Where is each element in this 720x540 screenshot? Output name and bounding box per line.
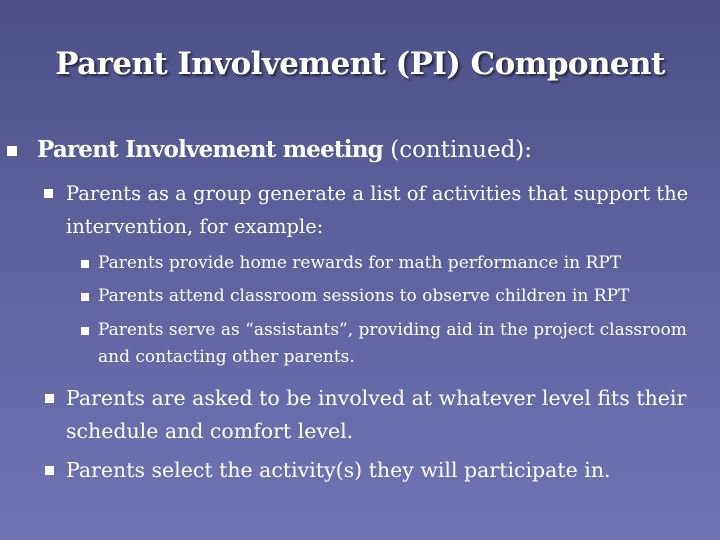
square-bullet-icon — [81, 327, 89, 335]
bullet-text: Parents are asked to be involved at whatever level fits their schedule and comfort level. — [66, 386, 687, 443]
example-assistants — [98, 317, 718, 371]
bullet-text: Parents as a group generate a list of activities that support the intervention, for example: — [66, 182, 689, 238]
bullet-involvement-level — [66, 382, 720, 448]
square-bullet-icon — [45, 394, 54, 403]
square-bullet-icon — [81, 260, 89, 268]
meeting-heading-bold: Parent Involvement meeting — [37, 136, 383, 163]
bullet-parent-involvement-meeting — [37, 136, 707, 163]
example-text: Parents provide home rewards for math performance in RPT — [98, 253, 622, 273]
bullet-select-activity — [66, 454, 720, 487]
example-text: Parents attend classroom sessions to observe children in RPT — [98, 286, 630, 306]
square-bullet-icon — [45, 466, 54, 475]
square-bullet-icon — [44, 189, 53, 198]
meeting-heading-normal: (continued): — [382, 137, 533, 163]
slide-title: Parent Involvement (PI) Component — [55, 46, 665, 82]
example-attend-sessions — [98, 283, 718, 310]
square-bullet-icon — [7, 146, 17, 156]
example-home-rewards — [98, 250, 718, 277]
bullet-text: Parents select the activity(s) they will participate in. — [66, 458, 611, 482]
bullet-group-generate-list — [66, 177, 706, 243]
example-text: Parents serve as “assistants”, providing aid in the project classroom and contacting other parents. — [98, 320, 687, 367]
square-bullet-icon — [81, 293, 89, 301]
